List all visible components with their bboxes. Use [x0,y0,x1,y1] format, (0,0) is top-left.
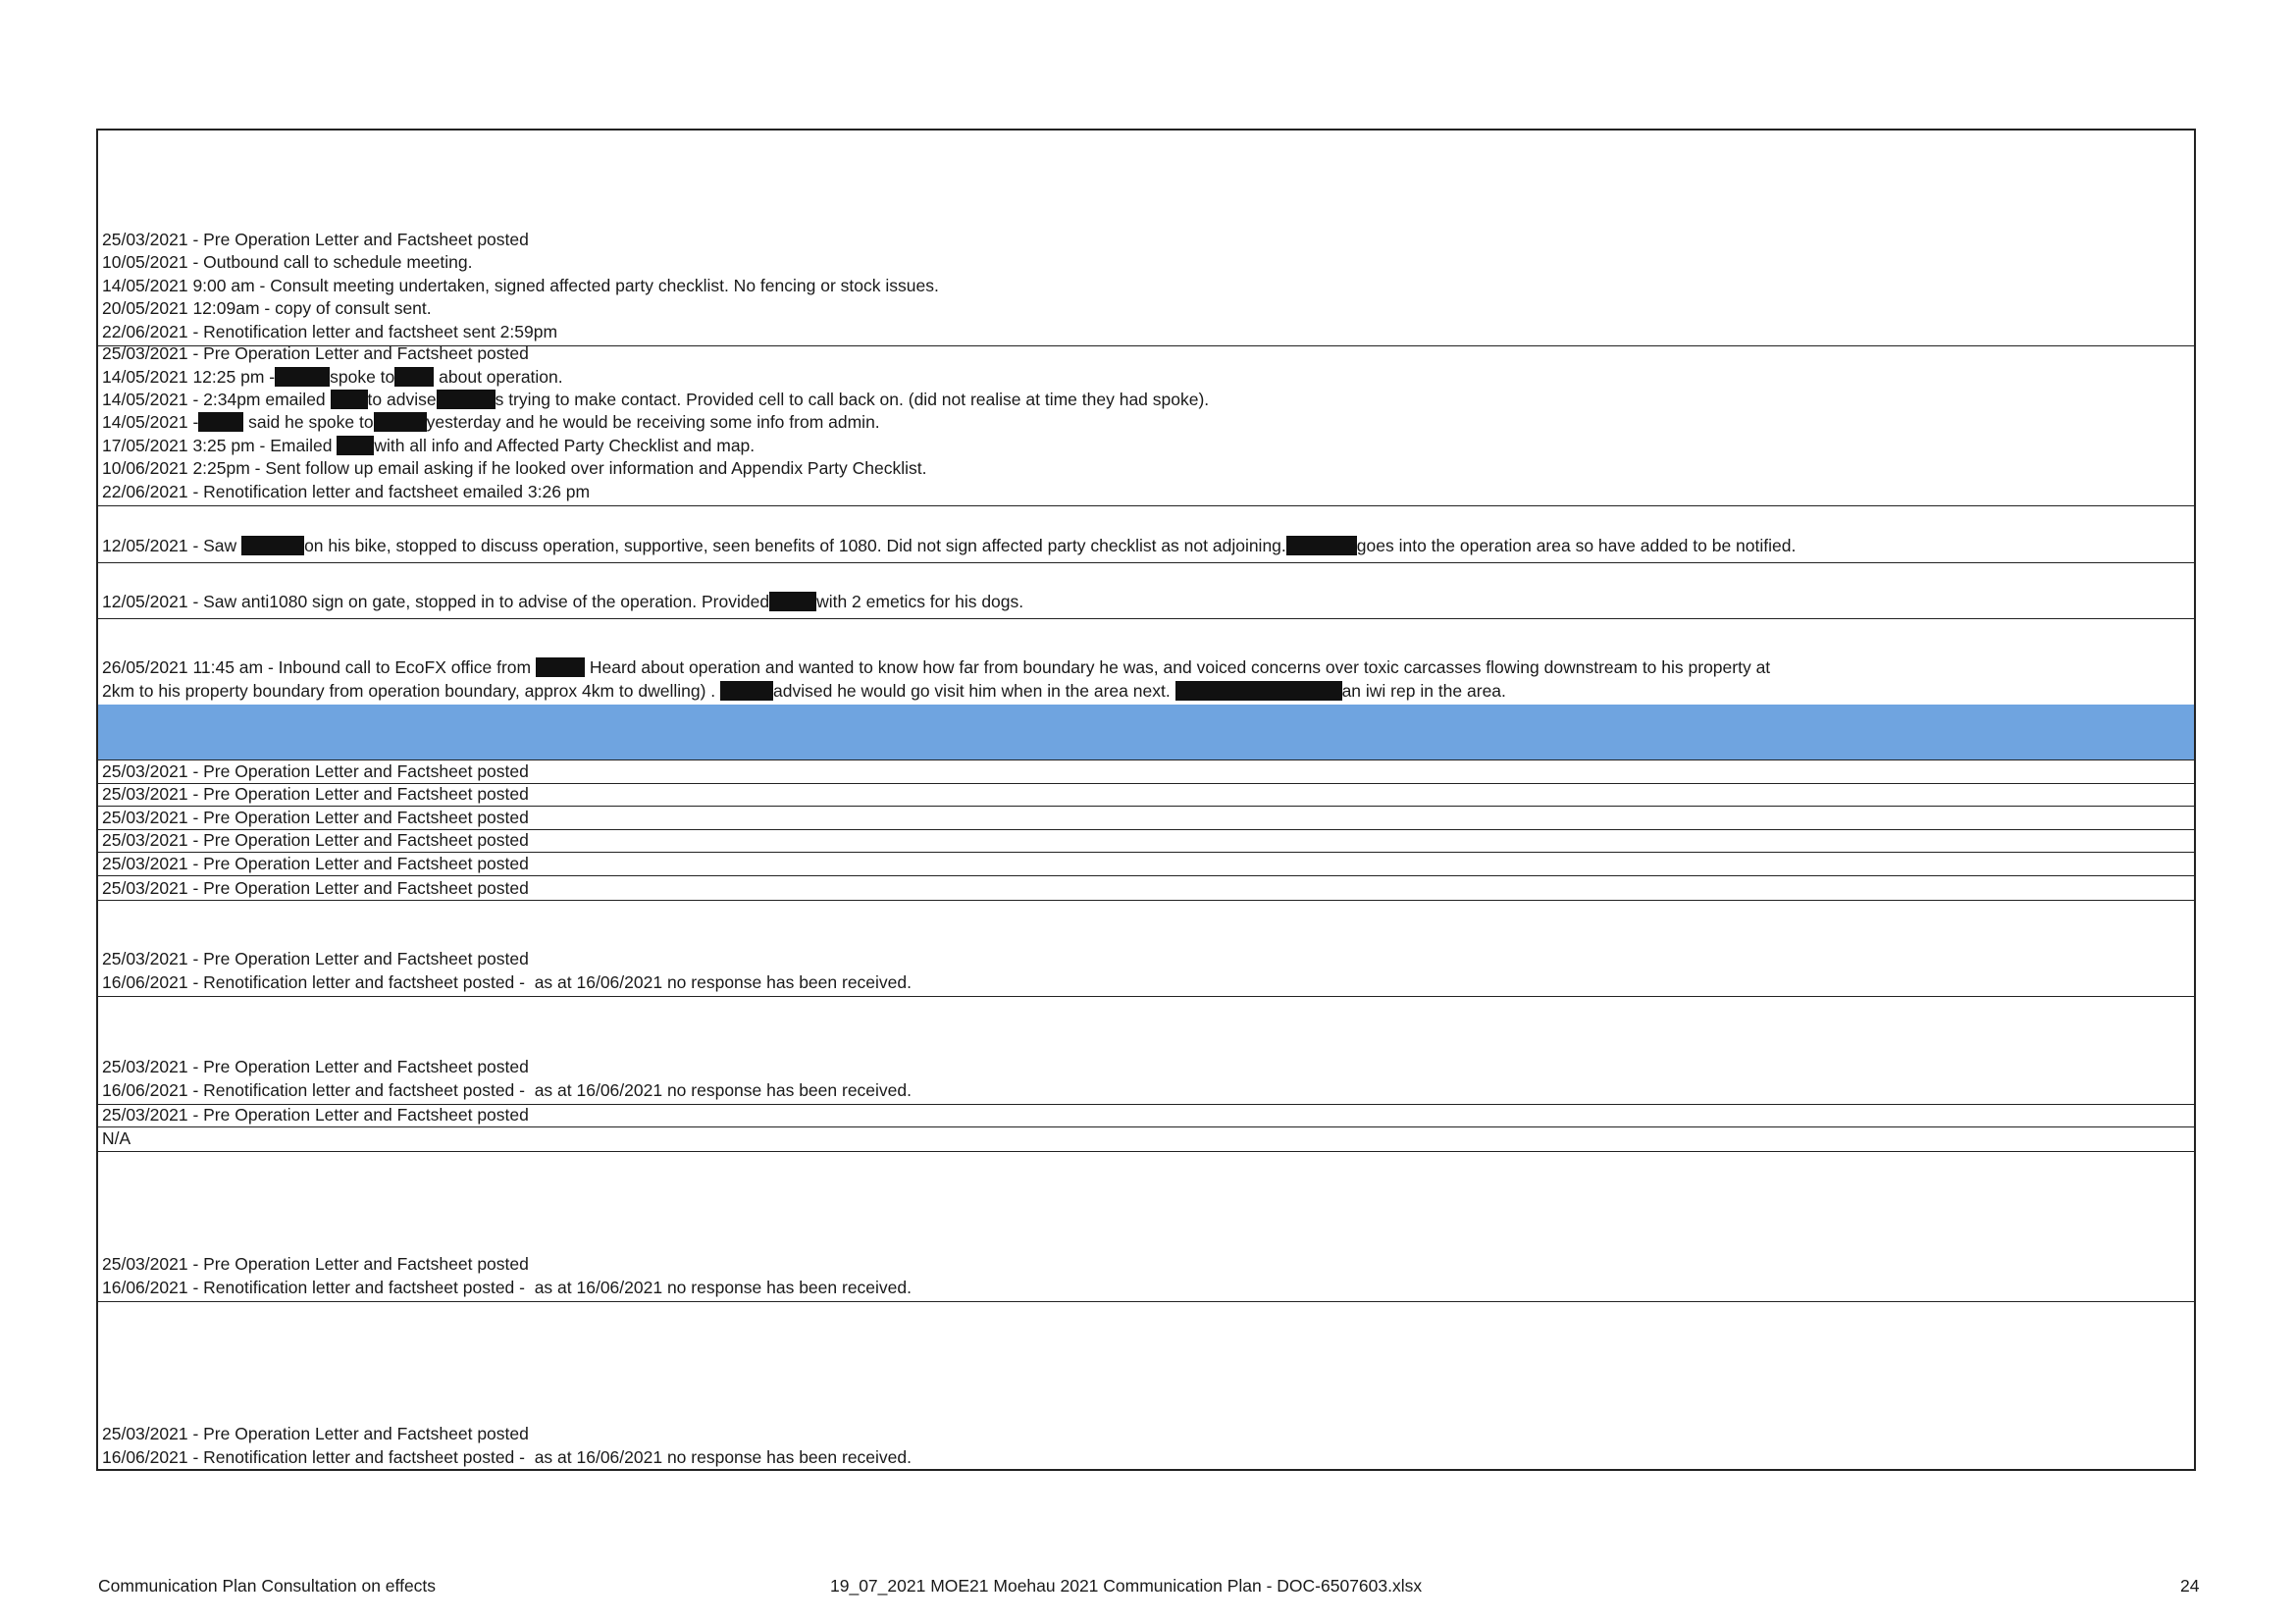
text-fragment: 26/05/2021 11:45 am - Inbound call to EcoFX office from [102,657,532,678]
text-fragment: 14/05/2021 - 2:34pm emailed [102,389,326,409]
text-line [102,435,2186,457]
table-row [98,806,2194,830]
text-line: 16/06/2021 - Renotification letter and factsheet posted - as at 16/06/2021 no response has been received. [102,1277,913,1297]
cell-text [102,229,2186,343]
redaction-box [331,390,368,409]
text-line: 25/03/2021 - Pre Operation Letter and Factsheet posted [102,1057,529,1077]
redaction-box [241,536,304,555]
text-fragment: s trying to make contact. Provided cell to call back on. (did not realise at time they had spoke). [495,389,1210,409]
text-line: 25/03/2021 - Pre Operation Letter and Factsheet posted [102,1254,529,1275]
cell-text [102,853,2186,875]
text-fragment: 14/05/2021 12:25 pm - [102,366,276,387]
text-fragment: Heard about operation and wanted to know how far from boundary he was, and voiced concerns over toxic carcasses flowing downstream to his property at [589,657,1771,678]
redaction-box [536,657,585,677]
table-row [98,1151,2194,1302]
cell-text [102,656,2186,703]
text-line [102,411,2186,434]
text-line: 16/06/2021 - Renotification letter and factsheet posted - as at 16/06/2021 no response has been received. [102,1446,913,1467]
text-fragment: goes into the operation area so have added to be notified. [1356,535,1797,555]
redaction-box [337,436,374,455]
redaction-box [437,390,496,409]
text-fragment: advised he would go visit him when in the area next. [773,680,1171,701]
footer-filename: 19_07_2021 MOE21 Moehau 2021 Communication Plan - DOC-6507603.xlsx [830,1576,1423,1596]
cell-text [102,342,2186,503]
table-row [98,783,2194,807]
cell-text [102,1056,2186,1102]
text-line: 25/03/2021 - Pre Operation Letter and Factsheet posted [102,853,529,873]
cell-text [102,591,2186,613]
cell-text [102,1423,2186,1469]
table-row [98,618,2194,706]
text-fragment: said he spoke to [248,412,374,433]
text-line: 25/03/2021 - Pre Operation Letter and Factsheet posted [102,1424,529,1444]
cell-text [102,807,2186,829]
text-line: 22/06/2021 - Renotification letter and factsheet emailed 3:26 pm [102,481,591,501]
text-line: 25/03/2021 - Pre Operation Letter and Factsheet posted [102,949,529,969]
text-fragment: about operation. [439,366,563,387]
text-fragment: on his bike, stopped to discuss operation, supportive, seen benefits of 1080. Did not sign affected party checklist as not adjoining. [304,535,1286,555]
text-fragment: to advise [367,389,437,409]
table-row [98,1126,2194,1152]
cell-text [102,535,2186,557]
cell-text [102,877,2186,900]
text-line [102,656,2186,679]
text-line: 25/03/2021 - Pre Operation Letter and Factsheet posted [102,1104,529,1125]
text-line: 20/05/2021 12:09am - copy of consult sent. [102,298,432,319]
cell-text [102,829,2186,852]
cell-text [102,760,2186,783]
table-row [98,505,2194,563]
table-row [98,1104,2194,1127]
cell-text [102,783,2186,806]
text-fragment: with 2 emetics for his dogs. [816,591,1024,611]
text-line [102,680,2186,703]
page-number: 24 [2180,1576,2200,1596]
text-line: 10/06/2021 2:25pm - Sent follow up email asking if he looked over information and Appendix Party Checklist. [102,458,927,479]
table-row [98,852,2194,876]
text-line: 16/06/2021 - Renotification letter and factsheet posted - as at 16/06/2021 no response has been received. [102,1079,913,1100]
cell-text [102,1253,2186,1299]
text-line: 25/03/2021 - Pre Operation Letter and Factsheet posted [102,807,529,827]
table-row [98,996,2194,1105]
text-fragment: with all info and Affected Party Checklist and map. [374,435,756,455]
redaction-box [1286,536,1357,555]
table-row [98,759,2194,784]
text-line: 25/03/2021 - Pre Operation Letter and Factsheet posted [102,229,529,249]
text-line: 14/05/2021 9:00 am - Consult meeting undertaken, signed affected party checklist. No fencing or stock issues. [102,275,939,295]
text-line [102,389,2186,411]
text-fragment: 12/05/2021 - Saw anti1080 sign on gate, stopped in to advise of the operation. Provided [102,591,770,611]
table-row [98,562,2194,619]
table-row [98,1301,2194,1471]
section-band [98,705,2194,760]
text-line [102,591,2186,613]
text-line: 25/03/2021 - Pre Operation Letter and Factsheet posted [102,783,529,804]
table-row [98,345,2194,506]
table-row [98,131,2194,346]
text-fragment: an iwi rep in the area. [1341,680,1506,701]
redaction-box [394,367,434,387]
spreadsheet-table [96,129,2196,1471]
text-line: 10/05/2021 - Outbound call to schedule meeting. [102,252,473,273]
cell-text [102,1127,2186,1150]
redaction-box [198,412,243,432]
text-line: 22/06/2021 - Renotification letter and factsheet sent 2:59pm [102,321,558,341]
table-row [98,900,2194,997]
redaction-box [1175,681,1342,701]
table-row [98,829,2194,853]
text-fragment: 2km to his property boundary from operation boundary, approx 4km to dwelling) . [102,680,716,701]
cell-text [102,1104,2186,1126]
text-line [102,535,2186,557]
footer-left-text: Communication Plan Consultation on effects [98,1576,437,1596]
text-line: 25/03/2021 - Pre Operation Letter and Factsheet posted [102,877,529,898]
text-fragment: 12/05/2021 - Saw [102,535,237,555]
redaction-box [275,367,330,387]
text-fragment: 14/05/2021 - [102,412,199,433]
cell-text [102,948,2186,994]
redaction-box [769,592,816,611]
text-fragment: 17/05/2021 3:25 pm - Emailed [102,435,333,455]
text-line: 16/06/2021 - Renotification letter and factsheet posted - as at 16/06/2021 no response has been received. [102,971,913,992]
text-fragment: spoke to [330,366,395,387]
text-line: 25/03/2021 - Pre Operation Letter and Factsheet posted [102,343,529,364]
redaction-box [720,681,773,701]
table-row [98,875,2194,901]
redaction-box [374,412,427,432]
text-line [102,366,2186,389]
text-fragment: yesterday and he would be receiving some info from admin. [426,412,880,433]
text-line: 25/03/2021 - Pre Operation Letter and Factsheet posted [102,829,529,850]
text-line: N/A [102,1127,131,1148]
text-line: 25/03/2021 - Pre Operation Letter and Factsheet posted [102,760,529,781]
